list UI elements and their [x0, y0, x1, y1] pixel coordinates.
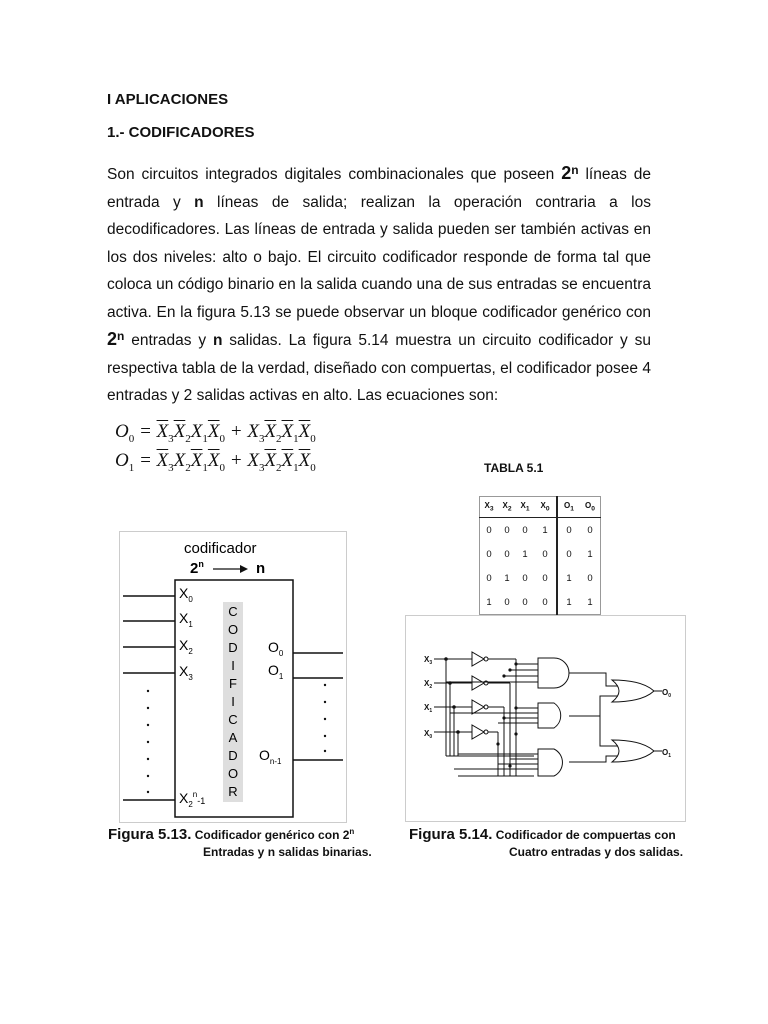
table-header-row	[480, 497, 601, 518]
svg-text:D: D	[228, 640, 238, 655]
not-gates	[472, 652, 488, 739]
figure-5-13-encoder-block	[119, 531, 347, 823]
arrow-left-label: 2$^n$	[190, 559, 204, 577]
caption-fig-5-13-line2: Entradas y n salidas binarias.	[203, 845, 372, 859]
col-header: $X_2$	[498, 497, 516, 518]
svg-text:A: A	[228, 730, 238, 745]
or-gates	[612, 680, 654, 762]
caption-fig-5-14-line2: Cuatro entradas y dos salidas.	[509, 845, 684, 859]
body-paragraph: Son circuitos integrados digitales combinacionales que poseen 2$^n$ líneas de entrada y n líneas de salida; realizan la operación contraria a los decodificadores. Las líneas de entrada y salida pueden ser también activas en los dos niveles: alto o bajo. El circuito codificador responde de forma tal que coloca un código binario en la salida cuando una de sus entradas se encuentra activa. En la figura 5.13 se puede observar un bloque codificador genérico con 2$^n$ entradas y n salidas. La figura 5.14 muestra un circuito codificador y su respectiva tabla de la verdad, diseñado con compuertas, el codificador posee 4 entradas y 2 salidas activas en alto. Las ecuaciones son:	[107, 163, 652, 404]
input-junctions	[444, 657, 460, 734]
equation-o0: $O_0 = \overline{X}_3\overline{X}_2X_1\overline{X}_0 + X_3\overline{X}_2\overline{X}_1\overline{X}_0$	[115, 421, 316, 445]
col-header: $X_3$	[480, 497, 499, 518]
power-2n-second: 2$^n$	[107, 329, 125, 349]
in-label-x1: $X_1$	[424, 703, 433, 714]
bus-junctions	[496, 662, 517, 767]
arrow-right-label: n	[256, 560, 266, 577]
in-label-x0: $X_0$	[424, 729, 433, 740]
out-label-o1: $O_1$	[662, 748, 672, 759]
input-label-x0: $X_0$	[179, 585, 193, 604]
svg-text:I: I	[231, 658, 235, 673]
svg-text:C: C	[228, 604, 238, 619]
svg-text:O: O	[227, 766, 239, 781]
svg-text:D: D	[228, 748, 238, 763]
input-label-last: $X_2^n_{-1}$	[179, 790, 206, 809]
table-title: TABLA 5.1	[484, 461, 544, 475]
col-header: $O_0$	[580, 497, 601, 518]
block-title: codificador	[184, 540, 257, 557]
svg-text:I: I	[231, 694, 235, 709]
output-label-o0: $O_0$	[268, 639, 284, 658]
out-label-o0: $O_0$	[662, 688, 672, 699]
table-row: 0 0 1 0 0 1	[480, 542, 601, 566]
col-header: $X_0$	[534, 497, 557, 518]
svg-text:C: C	[228, 712, 238, 727]
input-ellipsis	[147, 690, 149, 793]
input-label-x3: $X_3$	[179, 663, 193, 682]
output-label-last: $O_{n-1}$	[259, 747, 282, 766]
in-label-x3: $X_3$	[424, 655, 433, 666]
output-ellipsis	[324, 684, 326, 752]
subsection-heading: 1.- CODIFICADORES	[107, 124, 255, 141]
table-row: 0 0 0 1 0 0	[480, 518, 601, 543]
caption-fig-5-13: Figura 5.13. Codificador genérico con 2$^n$	[108, 826, 355, 843]
power-2n: 2$^n$	[561, 163, 579, 183]
table-row: 1 0 0 0 1 1	[480, 590, 601, 615]
table-row: 0 1 0 0 1 0	[480, 566, 601, 590]
input-label-x1: $X_1$	[179, 610, 193, 629]
svg-text:O: O	[227, 622, 239, 637]
output-label-o1: $O_1$	[268, 662, 284, 681]
and-gates	[538, 658, 569, 776]
col-header: $O_1$	[557, 497, 580, 518]
caption-fig-5-14: Figura 5.14. Codificador de compuertas con	[409, 826, 676, 843]
figure-5-14-gate-encoder	[405, 615, 686, 822]
truth-table	[479, 496, 601, 615]
svg-text:F: F	[229, 676, 237, 691]
equation-o1: $O_1 = \overline{X}_3X_2\overline{X}_1\overline{X}_0 + X_3\overline{X}_2\overline{X}_1\overline{X}_0$	[115, 450, 316, 474]
svg-text:R: R	[228, 784, 238, 799]
in-label-x2: $X_2$	[424, 679, 433, 690]
input-label-x2: $X_2$	[179, 637, 193, 656]
section-heading: I APLICACIONES	[107, 91, 229, 108]
col-header: $X_1$	[516, 497, 534, 518]
arrow-head-icon	[240, 565, 248, 573]
